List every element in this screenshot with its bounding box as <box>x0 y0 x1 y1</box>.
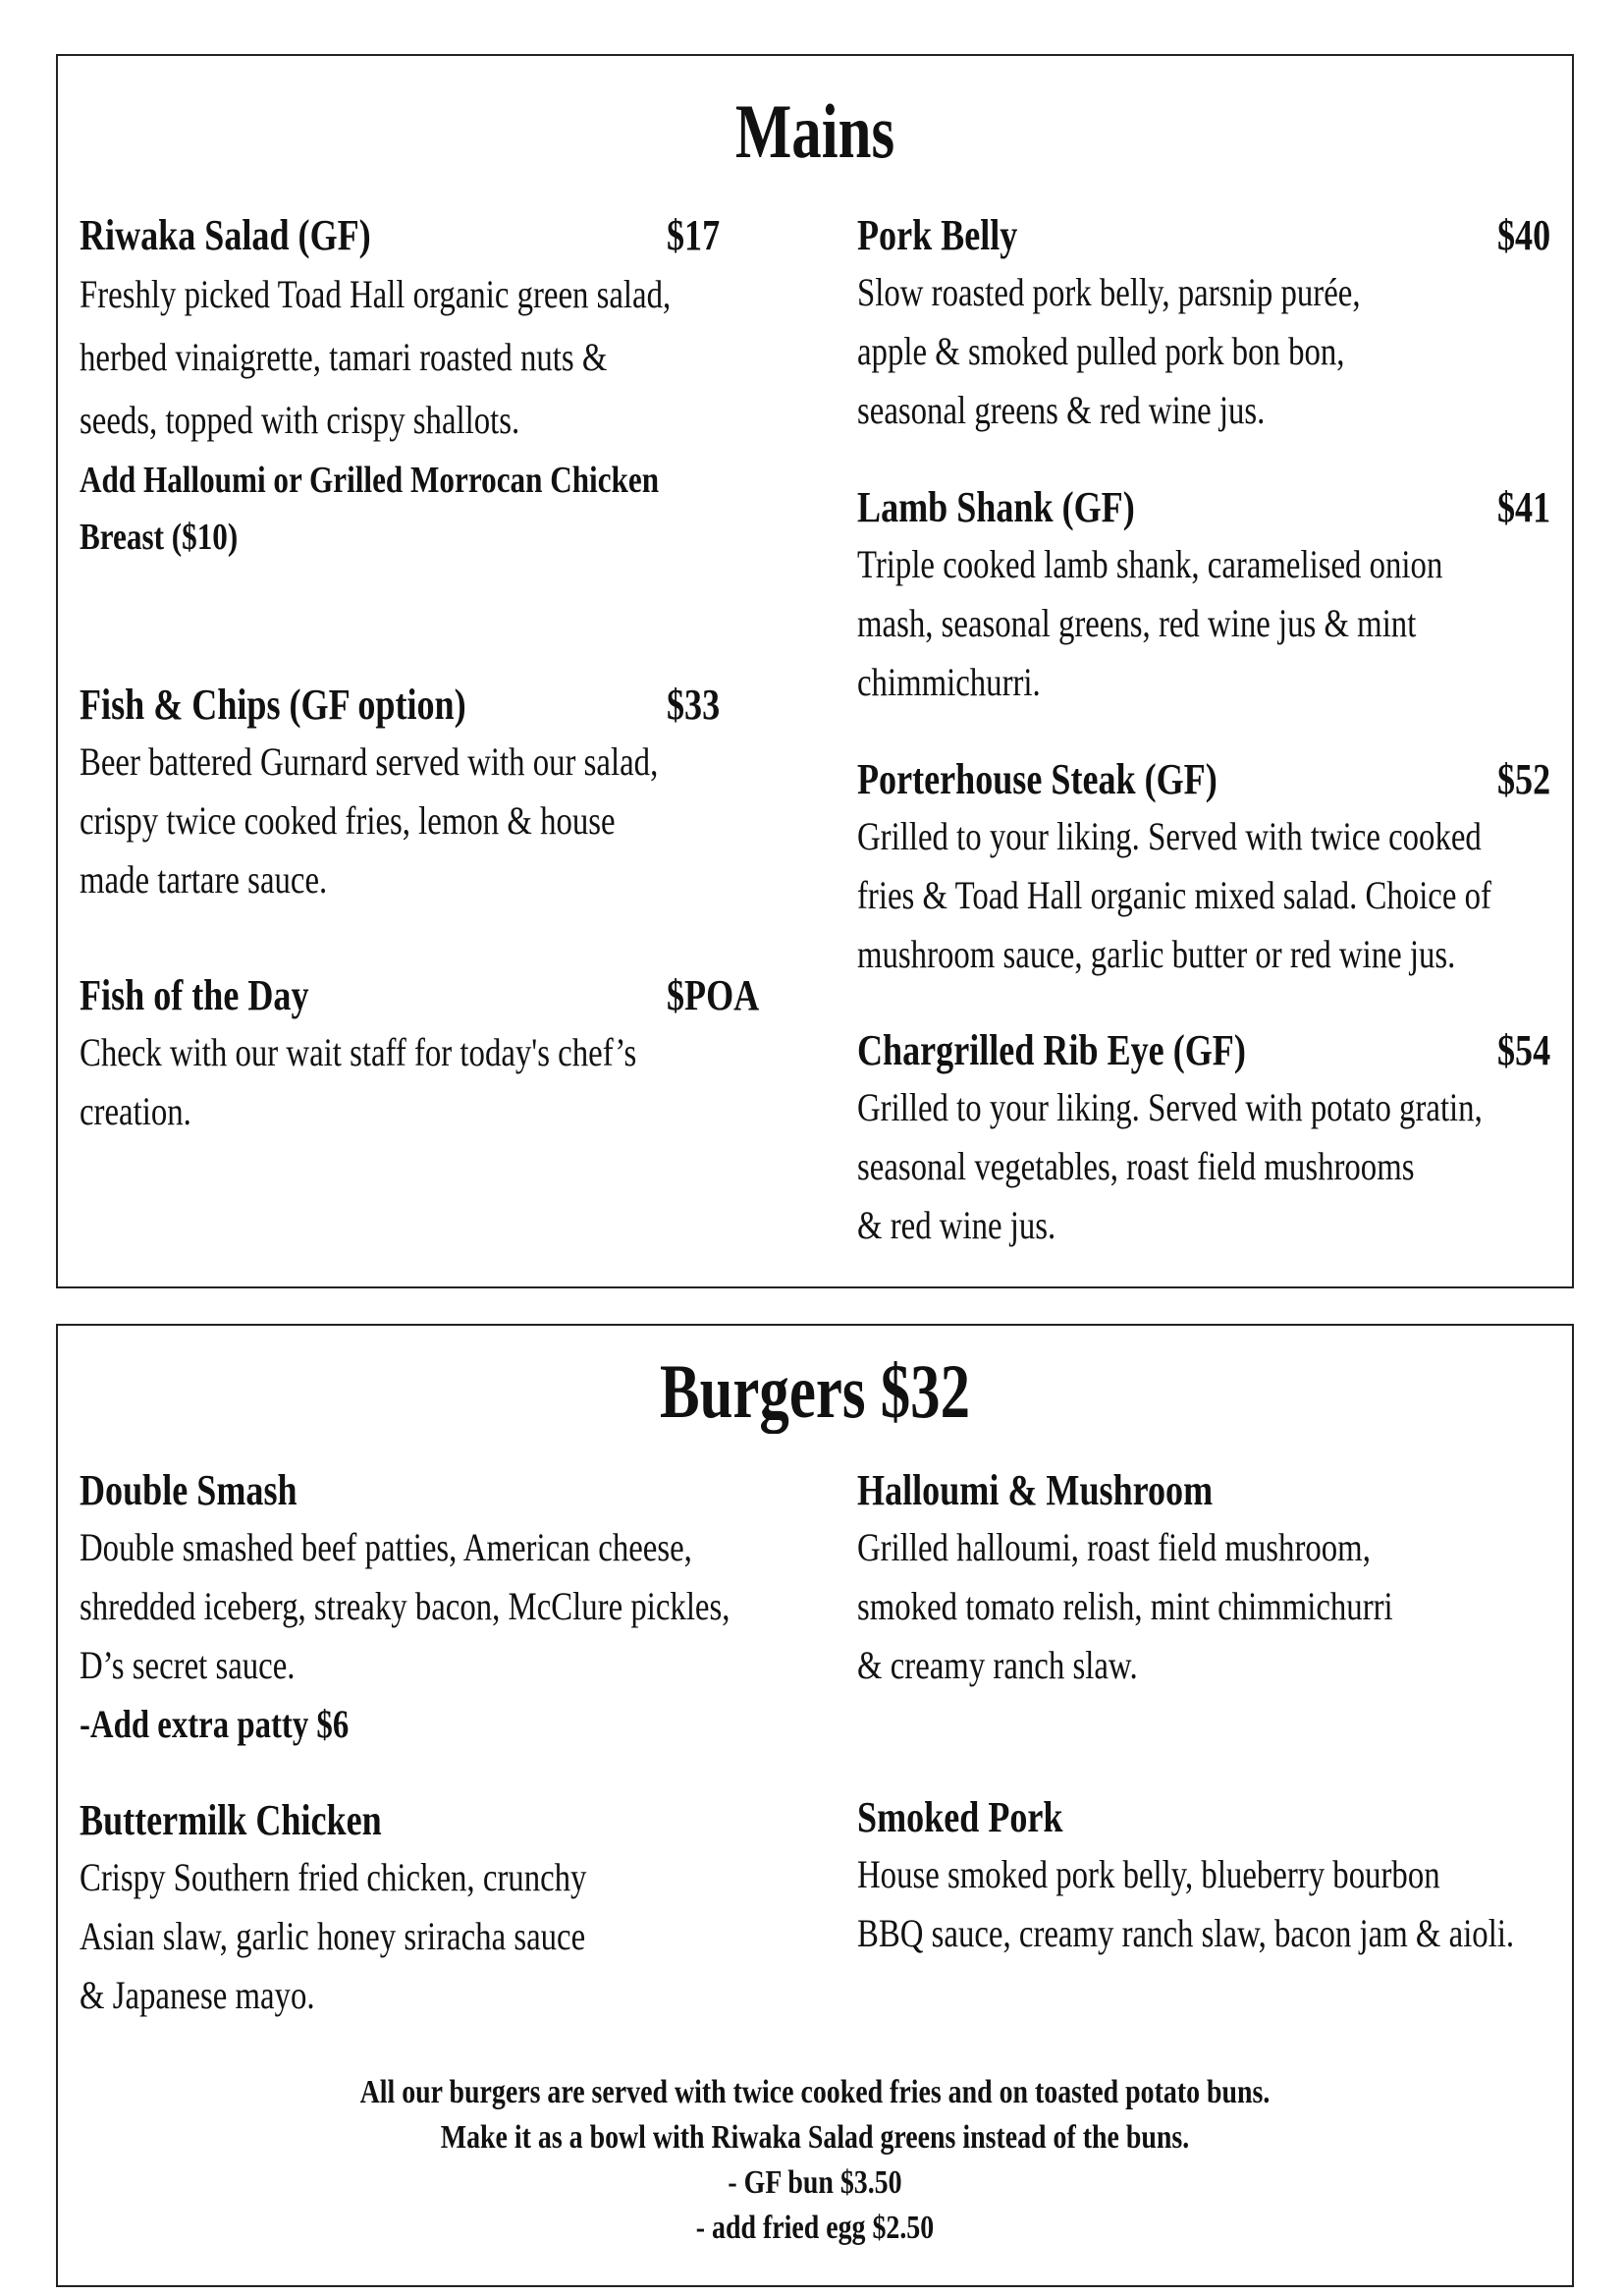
item-description-line: Crispy Southern fried chicken, crunchy <box>80 1855 587 1899</box>
mains-section <box>56 54 1574 1288</box>
item-description-line: D’s secret sauce. <box>80 1643 296 1687</box>
item-description-line: seasonal vegetables, roast field mushrooms <box>857 1144 1415 1188</box>
item-description-line: seeds, topped with crispy shallots. <box>80 398 520 442</box>
item-price: $41 <box>1497 483 1551 531</box>
item-name: Chargrilled Rib Eye (GF) <box>857 1026 1246 1074</box>
item-description-line: BBQ sauce, creamy ranch slaw, bacon jam & aioli. <box>857 1911 1515 1955</box>
menu-item-pork-belly <box>857 208 1603 440</box>
item-description-line: Check with our wait staff for today's chef’s <box>80 1030 637 1074</box>
item-description-line: herbed vinaigrette, tamari roasted nuts & <box>80 335 608 379</box>
item-description-line: mushroom sauce, garlic butter or red wine jus. <box>857 932 1456 976</box>
item-addon-note: -Add extra patty $6 <box>80 1702 350 1746</box>
item-description-line: House smoked pork belly, blueberry bourbon <box>857 1852 1440 1896</box>
item-description-line: smoked tomato relish, mint chimmichurri <box>857 1584 1393 1628</box>
item-description-line: chimmichurri. <box>857 660 1041 704</box>
burgers-footer-note <box>58 2070 1572 2251</box>
footer-line: - add fried egg $2.50 <box>695 2210 935 2246</box>
item-price: $40 <box>1497 211 1551 259</box>
item-name: Riwaka Salad (GF) <box>80 211 371 259</box>
item-description-line: Slow roasted pork belly, parsnip purée, <box>857 270 1361 314</box>
item-name: Smoked Pork <box>857 1793 1063 1841</box>
menu-item-riwaka-salad <box>80 208 826 566</box>
item-description-line: mash, seasonal greens, red wine jus & mint <box>857 601 1417 645</box>
burgers-section <box>56 1324 1574 2287</box>
menu-item-fish-of-the-day <box>80 968 826 1141</box>
menu-item-lamb-shank <box>857 480 1603 712</box>
burgers-title: Burgers $32 <box>660 1348 970 1434</box>
footer-line: All our burgers are served with twice cooked fries and on toasted potato buns. <box>359 2074 1271 2110</box>
item-description-line: Asian slaw, garlic honey sriracha sauce <box>80 1914 586 1958</box>
menu-item-buttermilk-chicken <box>80 1793 826 2025</box>
item-description-line: & Japanese mayo. <box>80 1973 315 2017</box>
footer-line: - GF bun $3.50 <box>728 2164 902 2201</box>
item-name: Fish of the Day <box>80 971 309 1019</box>
menu-item-chargrilled-rib-eye <box>857 1023 1603 1255</box>
item-name: Porterhouse Steak (GF) <box>857 755 1217 803</box>
item-price: $54 <box>1497 1026 1551 1074</box>
item-description-line: Freshly picked Toad Hall organic green salad, <box>80 272 672 316</box>
item-price: $17 <box>667 211 721 259</box>
menu-item-porterhouse-steak <box>857 752 1603 984</box>
item-name: Double Smash <box>80 1466 298 1514</box>
item-description-line: Double smashed beef patties, American cheese, <box>80 1525 692 1569</box>
item-description-line: creation. <box>80 1089 191 1133</box>
item-description-line: Grilled to your liking. Served with twice cooked <box>857 814 1482 858</box>
item-name: Buttermilk Chicken <box>80 1796 382 1844</box>
item-description-line: Triple cooked lamb shank, caramelised onion <box>857 542 1443 586</box>
item-description-line: seasonal greens & red wine jus. <box>857 388 1266 432</box>
menu-item-double-smash <box>80 1463 826 1754</box>
item-description-line: made tartare sauce. <box>80 857 328 902</box>
item-description-line: fries & Toad Hall organic mixed salad. Choice of <box>857 873 1491 917</box>
item-description-line: & creamy ranch slaw. <box>857 1643 1138 1687</box>
mains-title: Mains <box>734 88 895 174</box>
item-price: $52 <box>1497 755 1551 803</box>
item-description-line: crispy twice cooked fries, lemon & house <box>80 798 616 843</box>
item-name: Halloumi & Mushroom <box>857 1466 1214 1514</box>
item-description-line: Grilled to your liking. Served with potato gratin, <box>857 1085 1483 1129</box>
menu-item-smoked-pork <box>857 1790 1603 1963</box>
item-description-line: shredded iceberg, streaky bacon, McClure pickles, <box>80 1584 730 1628</box>
item-price: $33 <box>667 681 721 729</box>
item-description-line: Beer battered Gurnard served with our salad, <box>80 739 659 784</box>
item-name: Lamb Shank (GF) <box>857 483 1135 531</box>
menu-item-fish-and-chips <box>80 678 826 909</box>
item-price: $POA <box>667 971 760 1019</box>
item-name: Fish & Chips (GF option) <box>80 681 466 729</box>
item-name: Pork Belly <box>857 211 1018 259</box>
menu-item-halloumi-and-mushroom <box>857 1463 1603 1695</box>
footer-line: Make it as a bowl with Riwaka Salad greens instead of the buns. <box>440 2119 1190 2156</box>
item-addon-note: Add Halloumi or Grilled Morrocan Chicken <box>80 460 660 501</box>
item-description-line: & red wine jus. <box>857 1203 1056 1247</box>
item-description-line: Grilled halloumi, roast field mushroom, <box>857 1525 1371 1569</box>
item-description-line: apple & smoked pulled pork bon bon, <box>857 329 1345 373</box>
item-addon-note: Breast ($10) <box>80 517 239 558</box>
